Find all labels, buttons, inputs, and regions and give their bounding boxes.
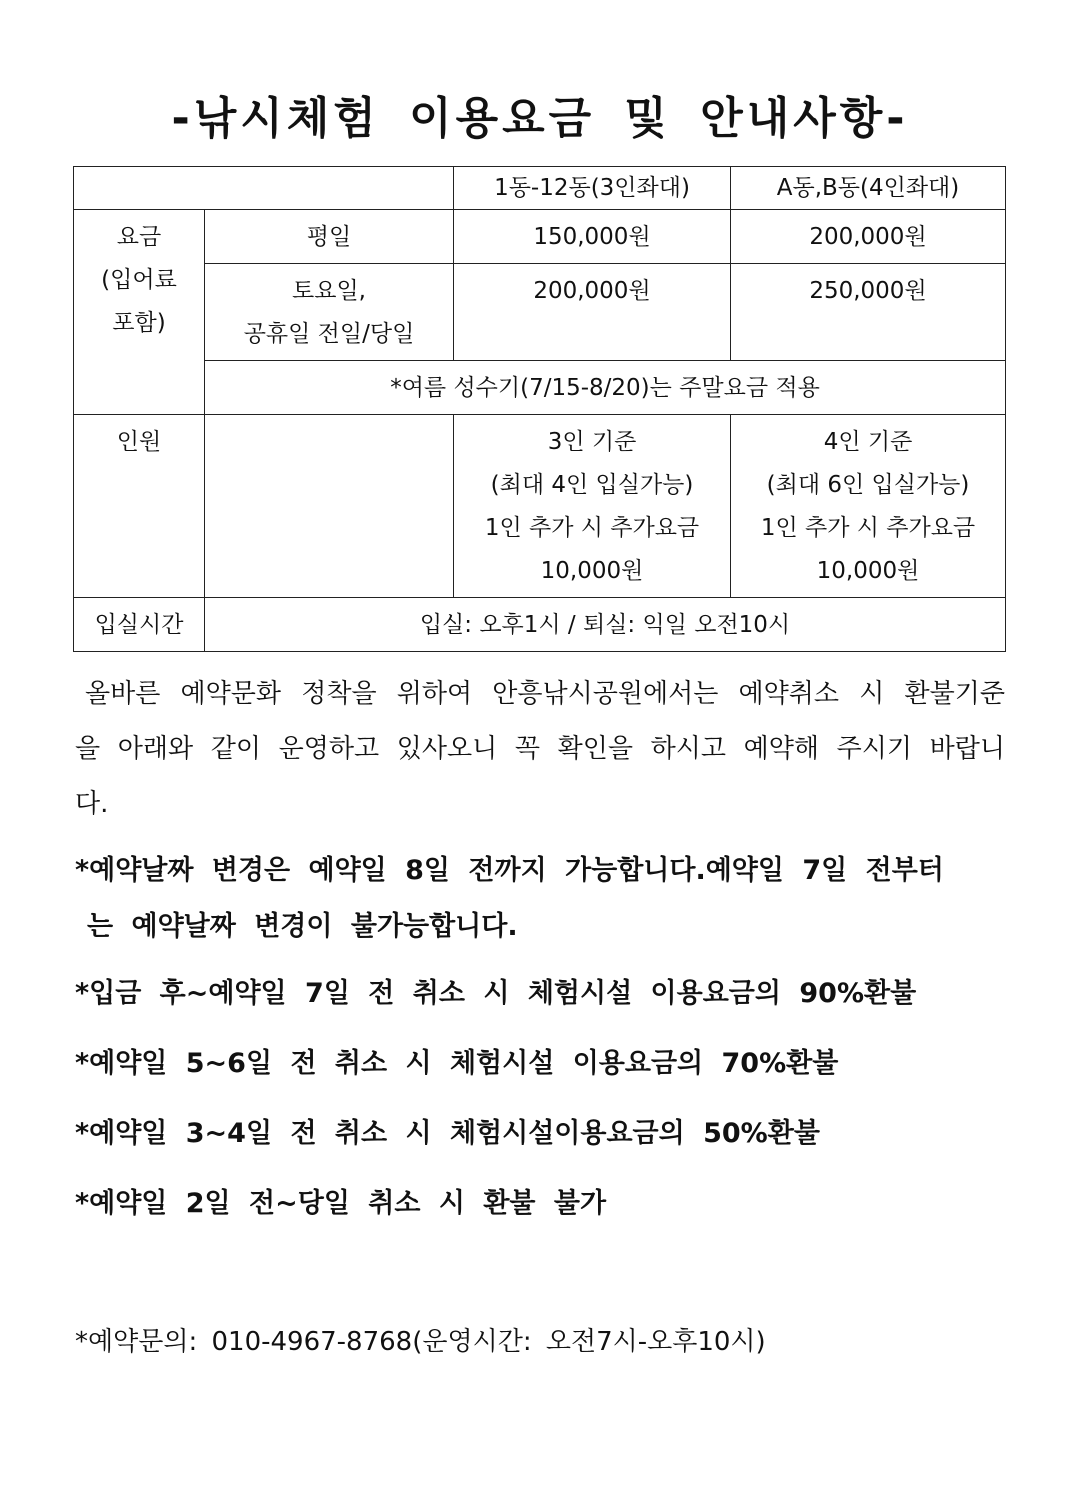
people-col2-line: 4인 기준: [823, 429, 913, 455]
checkin-label: 입실시간: [74, 598, 205, 652]
header-col1: 1동-12동(3인좌대): [454, 167, 731, 210]
rule-date-change-line1: *예약날짜 변경은 예약일 8일 전까지 가능합니다.예약일 7일 전부터: [75, 855, 944, 886]
refund-rule-50: *예약일 3~4일 전 취소 시 체험시설이용요금의 50%환불: [75, 1118, 820, 1149]
weekend-price-col2: 250,000원: [731, 264, 1006, 361]
weekday-price-col2: 200,000원: [731, 210, 1006, 264]
people-label: 인원: [74, 415, 205, 598]
weekend-row: [74, 264, 1006, 361]
reservation-contact: *예약문의: 010-4967-8768(운영시간: 오전7시-오후10시): [75, 1327, 766, 1357]
refund-intro-paragraph: 올바른 예약문화 정착을 위하여 안흥낚시공원에서는 예약취소 시 환불기준을 아래와 같이 운영하고 있사오니 꼭 확인을 하시고 예약해 주시기 바랍니다.: [75, 679, 1005, 819]
people-col2-line: 10,000원: [816, 558, 920, 584]
people-col1: [454, 415, 731, 598]
weekend-label: [205, 264, 454, 361]
fee-table: [73, 166, 1006, 652]
people-col1-line: 3인 기준: [547, 429, 637, 455]
fee-label-line: (입어료: [101, 267, 177, 293]
table-corner-cell: [74, 167, 454, 210]
people-col1-line: 10,000원: [540, 558, 644, 584]
refund-rule-90: *입금 후~예약일 7일 전 취소 시 체험시설 이용요금의 90%환불: [75, 978, 917, 1009]
refund-rule-date-change: [75, 843, 1005, 955]
people-col1-line: 1인 추가 시 추가요금: [484, 515, 700, 541]
table-header-row: [74, 167, 1006, 210]
fee-label-line: 포함): [112, 310, 166, 336]
weekend-price-col1: 200,000원: [454, 264, 731, 361]
weekend-label-line: 공휴일 전일/당일: [243, 321, 415, 347]
checkin-row: [74, 598, 1006, 652]
checkin-value: 입실: 오후1시 / 퇴실: 익일 오전10시: [205, 598, 1006, 652]
people-col2: [731, 415, 1006, 598]
people-col2-line: 1인 추가 시 추가요금: [760, 515, 976, 541]
season-note-row: [74, 361, 1006, 415]
season-note: *여름 성수기(7/15-8/20)는 주말요금 적용: [205, 361, 1006, 415]
weekend-label-line: 토요일,: [292, 278, 366, 304]
rule-date-change-line2: 는 예약날짜 변경이 불가능합니다.: [87, 911, 518, 942]
people-col2-line: (최대 6인 입실가능): [766, 472, 970, 498]
weekday-label: 평일: [205, 210, 454, 264]
refund-rule-70: *예약일 5~6일 전 취소 시 체험시설 이용요금의 70%환불: [75, 1048, 839, 1079]
people-empty-cell: [205, 415, 454, 598]
people-row: [74, 415, 1006, 598]
fee-label-cell: [74, 210, 205, 415]
refund-rule-none: *예약일 2일 전~당일 취소 시 환불 불가: [75, 1188, 607, 1219]
header-col2: A동,B동(4인좌대): [731, 167, 1006, 210]
weekday-row: [74, 210, 1006, 264]
fee-label-line: 요금: [116, 224, 162, 250]
page-title: -낚시체험 이용요금 및 안내사항-: [171, 93, 909, 144]
weekday-price-col1: 150,000원: [454, 210, 731, 264]
people-col1-line: (최대 4인 입실가능): [490, 472, 694, 498]
